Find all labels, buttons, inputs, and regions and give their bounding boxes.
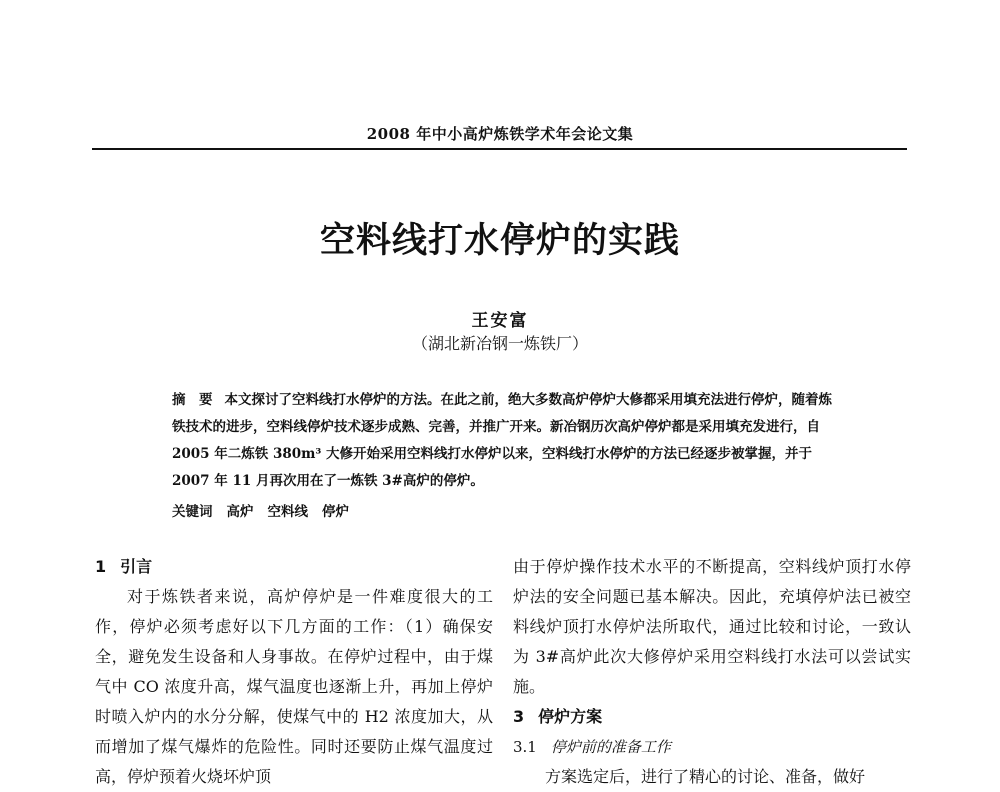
- section-number: 3: [513, 707, 525, 726]
- header-rule: [92, 148, 907, 150]
- body-paragraph: 方案选定后，进行了精心的讨论、准备，做好: [545, 767, 866, 786]
- abstract-label: 摘 要: [172, 392, 213, 408]
- section-title: 停炉方案: [538, 707, 603, 726]
- intro-paragraph: 对于炼铁者来说，高炉停炉是一件难度很大的工作，停炉必须考虑好以下几方面的工作：（1）确保安全，避免发生设备和人身事故。在停炉过程中，由于煤气中 CO 浓度升高，煤气温度也逐渐上升，再加上停炉时喷入炉内的水分分解，使煤气中的 H2 浓度加大，从而增加了煤气爆炸的危险性。同时还要防止煤气温度过高，停炉预着火烧坏炉顶: [95, 587, 493, 786]
- keyword-item: 高炉: [226, 504, 254, 520]
- keyword-item: 空料线: [267, 504, 308, 520]
- abstract: [172, 387, 832, 495]
- section-heading-plan: [513, 702, 911, 732]
- keywords: [172, 500, 832, 520]
- body-paragraph: 由于停炉操作技术水平的不断提高，空料线炉顶打水停炉法的安全问题已基本解决。因此，充填停炉法已被空料线炉顶打水停炉法所取代，通过比较和讨论，一致认为 3#高炉此次大修停炉采用空料线打水法可以尝试实施。: [513, 557, 911, 696]
- section-title: 引言: [120, 557, 153, 576]
- paper-title: 空料线打水停炉的实践: [319, 220, 680, 261]
- section-heading-introduction: [95, 552, 493, 582]
- keywords-label: 关键词: [172, 504, 213, 520]
- right-column: [513, 552, 911, 792]
- abstract-text: 本文探讨了空料线打水停炉的方法。在此之前，绝大多数高炉停炉大修都采用填充法进行停炉，随着炼铁技术的进步，空料线停炉技术逐步成熟、完善，并推广开来。新冶钢历次高炉停炉都是采用填充发进行，自 2005 年二炼铁 380m³ 大修开始采用空料线打水停炉以来，空料线打水停炉的方法已经逐步被掌握，并于 2007 年 11 月再次用在了一炼铁 3#高炉的停炉。: [172, 392, 832, 489]
- running-header: 2008 年中小高炉炼铁学术年会论文集: [366, 125, 634, 143]
- author-affiliation: （湖北新冶钢一炼铁厂）: [411, 334, 588, 353]
- subsection-heading-preparation: [513, 732, 911, 762]
- section-number: 1: [95, 557, 107, 576]
- keyword-item: 停炉: [322, 504, 349, 520]
- subsection-number: 3.1: [513, 738, 537, 756]
- left-column: [95, 552, 493, 792]
- subsection-title: 停炉前的准备工作: [550, 738, 671, 756]
- author-name: 王安富: [471, 311, 529, 331]
